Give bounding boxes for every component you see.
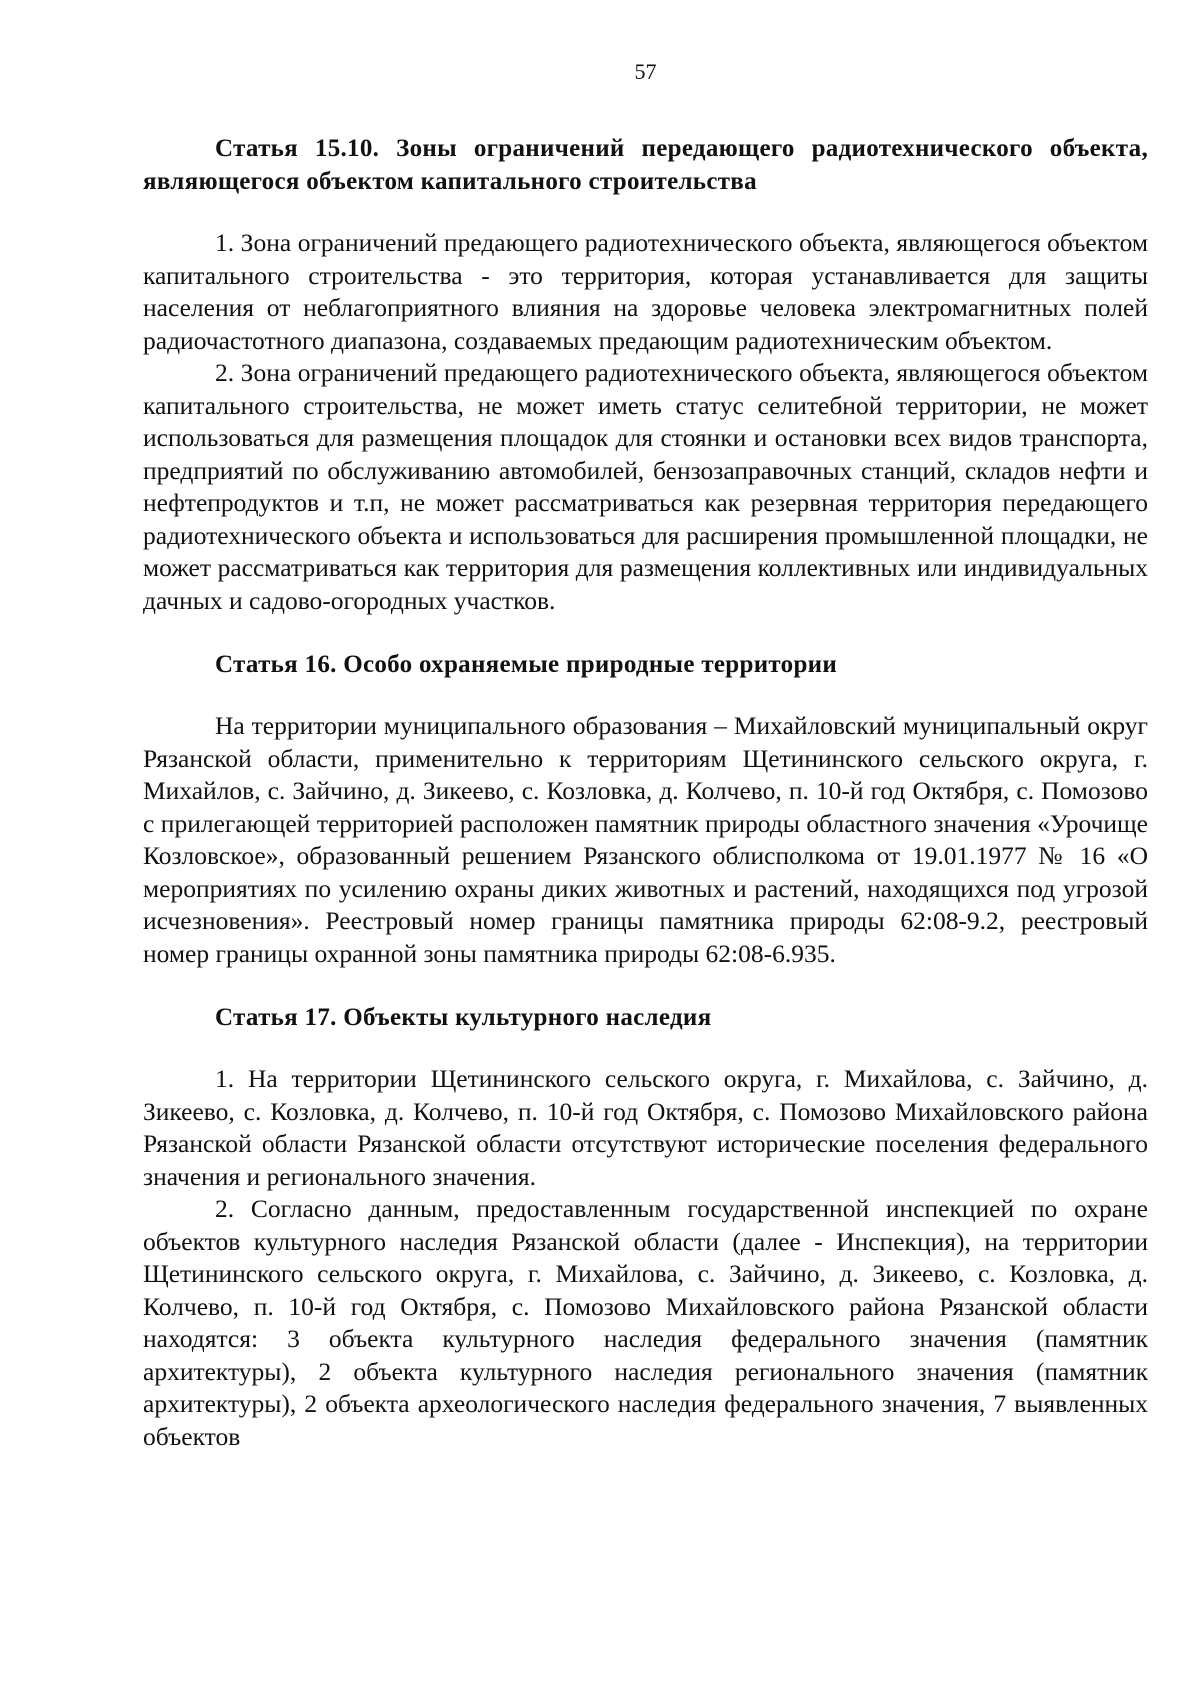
article-15-10-paragraph-2: 2. Зона ограничений предающего радиотехнического объекта, являющегося объектом капитального строительства, не может иметь статус селитебной территории, не может использоваться для размещения площадок для стоянки и остановки всех видов транспорта, предприятий по обслуживанию автомобилей, бензозаправочных станций, складов нефти и нефтепродуктов и т.п, не может рассматриваться как резервная территория передающего радиотехнического объекта и использоваться для расширения промышленной площадки, не может рассматриваться как территория для размещения коллективных или индивидуальных дачных и садово-огородных участков. <box>143 358 1148 615</box>
article-16-paragraph-1: На территории муниципального образования – Михайловский муниципальный округ Рязанской области, применительно к территориям Щетининского сельского округа, г. Михайлов, с. Зайчино, д. Зикеево, с. Козловка, д. Колчево, п. 10-й год Октября, с. Помозово с прилегающей территорией расположен памятник природы областного значения «Урочище Козловское», образованный решением Рязанского облисполкома от 19.01.1977 № 16 «О мероприятиях по усилению охраны диких животных и растений, находящихся под угрозой исчезновения». Реестровый номер границы памятника природы 62:08-9.2, реестровый номер границы охранной зоны памятника природы 62:08-6.935. <box>143 711 1148 968</box>
page-number: 57 <box>634 59 657 84</box>
article-16-heading: Статья 16. Особо охраняемые природные территории <box>215 651 838 678</box>
article-15-10-heading: Статья 15.10. Зоны ограничений передающего радиотехнического объекта, являющегося объектом капитального строительства <box>143 135 1148 195</box>
article-17-heading: Статья 17. Объекты культурного наследия <box>215 1004 712 1031</box>
article-17-paragraph-2: 2. Согласно данным, предоставленным государственной инспекцией по охране объектов культурного наследия Рязанской области (далее - Инспекция), на территории Щетининского сельского округа, г. Михайлова, с. Зайчино, д. Зикеево, с. Козловка, д. Колчево, п. 10-й год Октября, с. Помозово Михайловского района Рязанской области находятся: 3 объекта культурного наследия федерального значения (памятник архитектуры), 2 объекта культурного наследия регионального значения (памятник архитектуры), 2 объекта археологического наследия федерального значения, 7 выявленных объектов <box>143 1194 1148 1451</box>
article-15-10-paragraph-1: 1. Зона ограничений предающего радиотехнического объекта, являющегося объектом капитального строительства - это территория, которая устанавливается для защиты населения от неблагоприятного влияния на здоровье человека электромагнитных полей радиочастотного диапазона, создаваемых предающим радиотехническим объектом. <box>143 228 1148 355</box>
article-17-paragraph-1: 1. На территории Щетининского сельского округа, г. Михайлова, с. Зайчино, д. Зикеево, с. Козловка, д. Колчево, п. 10-й год Октября, с. Помозово Михайловского района Рязанской области Рязанской области отсутствуют исторические поселения федерального значения и регионального значения. <box>143 1064 1148 1191</box>
